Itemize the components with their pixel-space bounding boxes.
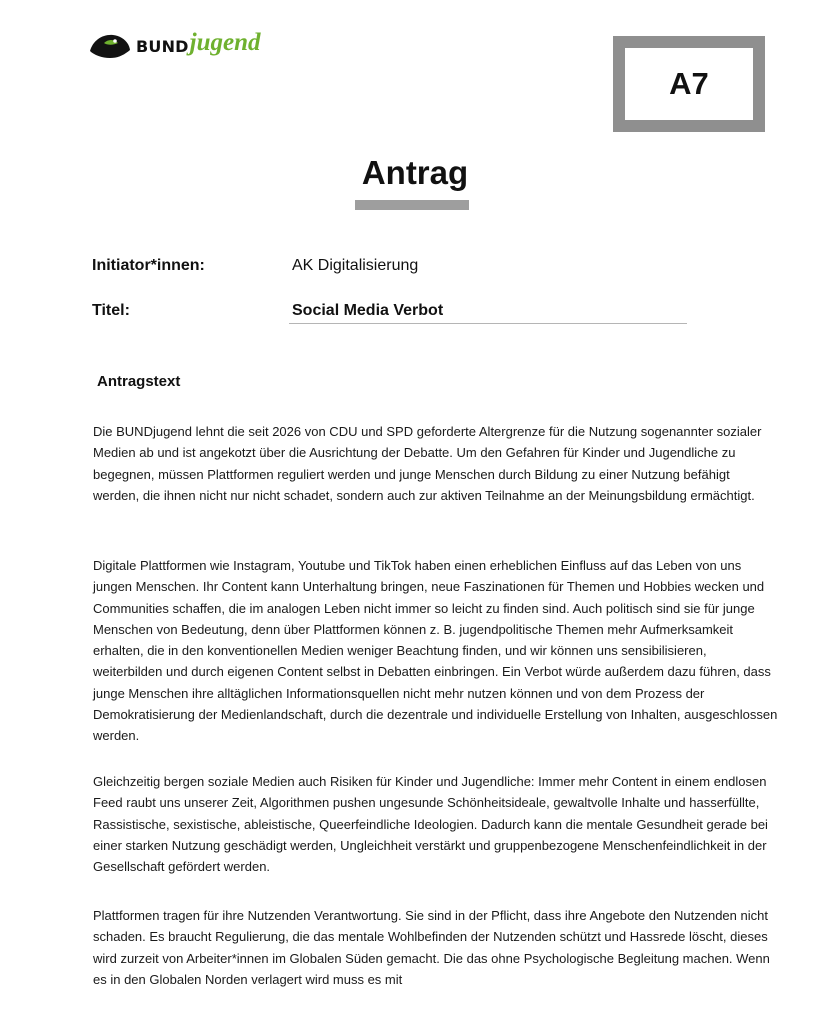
title-value: Social Media Verbot bbox=[292, 302, 444, 319]
logo-jugend-text: jugend bbox=[189, 28, 261, 56]
paragraph-1: Die BUNDjugend lehnt die seit 2026 von CDU und SPD geforderte Altergrenze für die Nutzung sogenannter sozialer Medien ab und ist angekotzt über die Ausrichtung der Debatte. Um den Gefahren für Kinder und Jugendliche zu begegnen, müssen Plattformen reguliert werden und junge Menschen durch Bildung zu einer Nutzung befähigt werden, die ihnen nicht nur nicht schadet, sondern auch zur aktiven Teilnahme an der Meinungsbildung ermächtigt. bbox=[93, 424, 762, 503]
motion-code-box bbox=[613, 36, 765, 132]
title-label: Titel: bbox=[92, 302, 130, 319]
page-title: Antrag bbox=[361, 154, 469, 191]
frog-logo-icon bbox=[88, 31, 132, 61]
motion-code: A7 bbox=[669, 66, 709, 101]
title-divider bbox=[289, 323, 687, 324]
logo-bund-text: BUND bbox=[136, 36, 189, 56]
section-heading: Antragstext bbox=[97, 373, 181, 390]
paragraph-3: Gleichzeitig bergen soziale Medien auch Risiken für Kinder und Jugendliche: Immer mehr Content in einem endlosen Feed raubt uns unserer Zeit, Algorithmen pushen ungesunde Schönheitsideale, gewaltvolle Inhalte und hasserfüllte, Rassistische, sexistische, ableistische, Queerfeindliche Ideologien. Dadurch kann die mentale Gesundheit gerade bei einer starken Nutzung geschädigt werden, Ungleichheit verstärkt und gruppenbezogene Menschenfeindlichkeit in der Gesellschaft gefördert werden. bbox=[93, 774, 768, 875]
paragraph-2: Digitale Plattformen wie Instagram, Youtube und TikTok haben einen erheblichen Einfluss auf das Leben von uns jungen Menschen. Ihr Content kann Unterhaltung bringen, neue Faszinationen für Themen und Hobbies wecken und Communities schaffen, die im analogen Leben nicht immer so leicht zu finden sind. Auch politisch sind sie für junge Menschen von Bedeutung, denn über Plattformen können z. B. jugendpolitische Themen mehr Aufmerksamkeit erhalten, die in den konventionellen Medien weniger Beachtung finden, und wir können uns sensibilisieren, weiterbilden und durch eigenen Content selbst in Debatten einbringen. Ein Verbot würde außerdem dazu führen, dass junge Menschen ihre alltäglichen Informationsquellen nicht mehr nutzen können und von dem Prozess der Demokratisierung der Medienlandschaft, durch die dezentrale und individuelle Erstellung von Inhalten, ausgeschlossen werden. bbox=[93, 558, 778, 744]
paragraph-4: Plattformen tragen für ihre Nutzenden Verantwortung. Sie sind in der Pflicht, dass ihre Angebote den Nutzenden nicht schaden. Es braucht Regulierung, die das mentale Wohlbefinden der Nutzenden schützt und Hassrede löscht, dieses wird zurzeit von Arbeiter*innen im Globalen Süden gemacht. Die das ohne Psychologische Begleitung machen. Wenn es in den Globalen Norden verlagert wird muss es mit bbox=[93, 908, 770, 987]
initiator-label: Initiator*innen: bbox=[92, 257, 205, 274]
initiator-value: AK Digitalisierung bbox=[292, 257, 419, 274]
title-underline-bar bbox=[355, 200, 469, 210]
bundjugend-logo bbox=[88, 30, 261, 62]
